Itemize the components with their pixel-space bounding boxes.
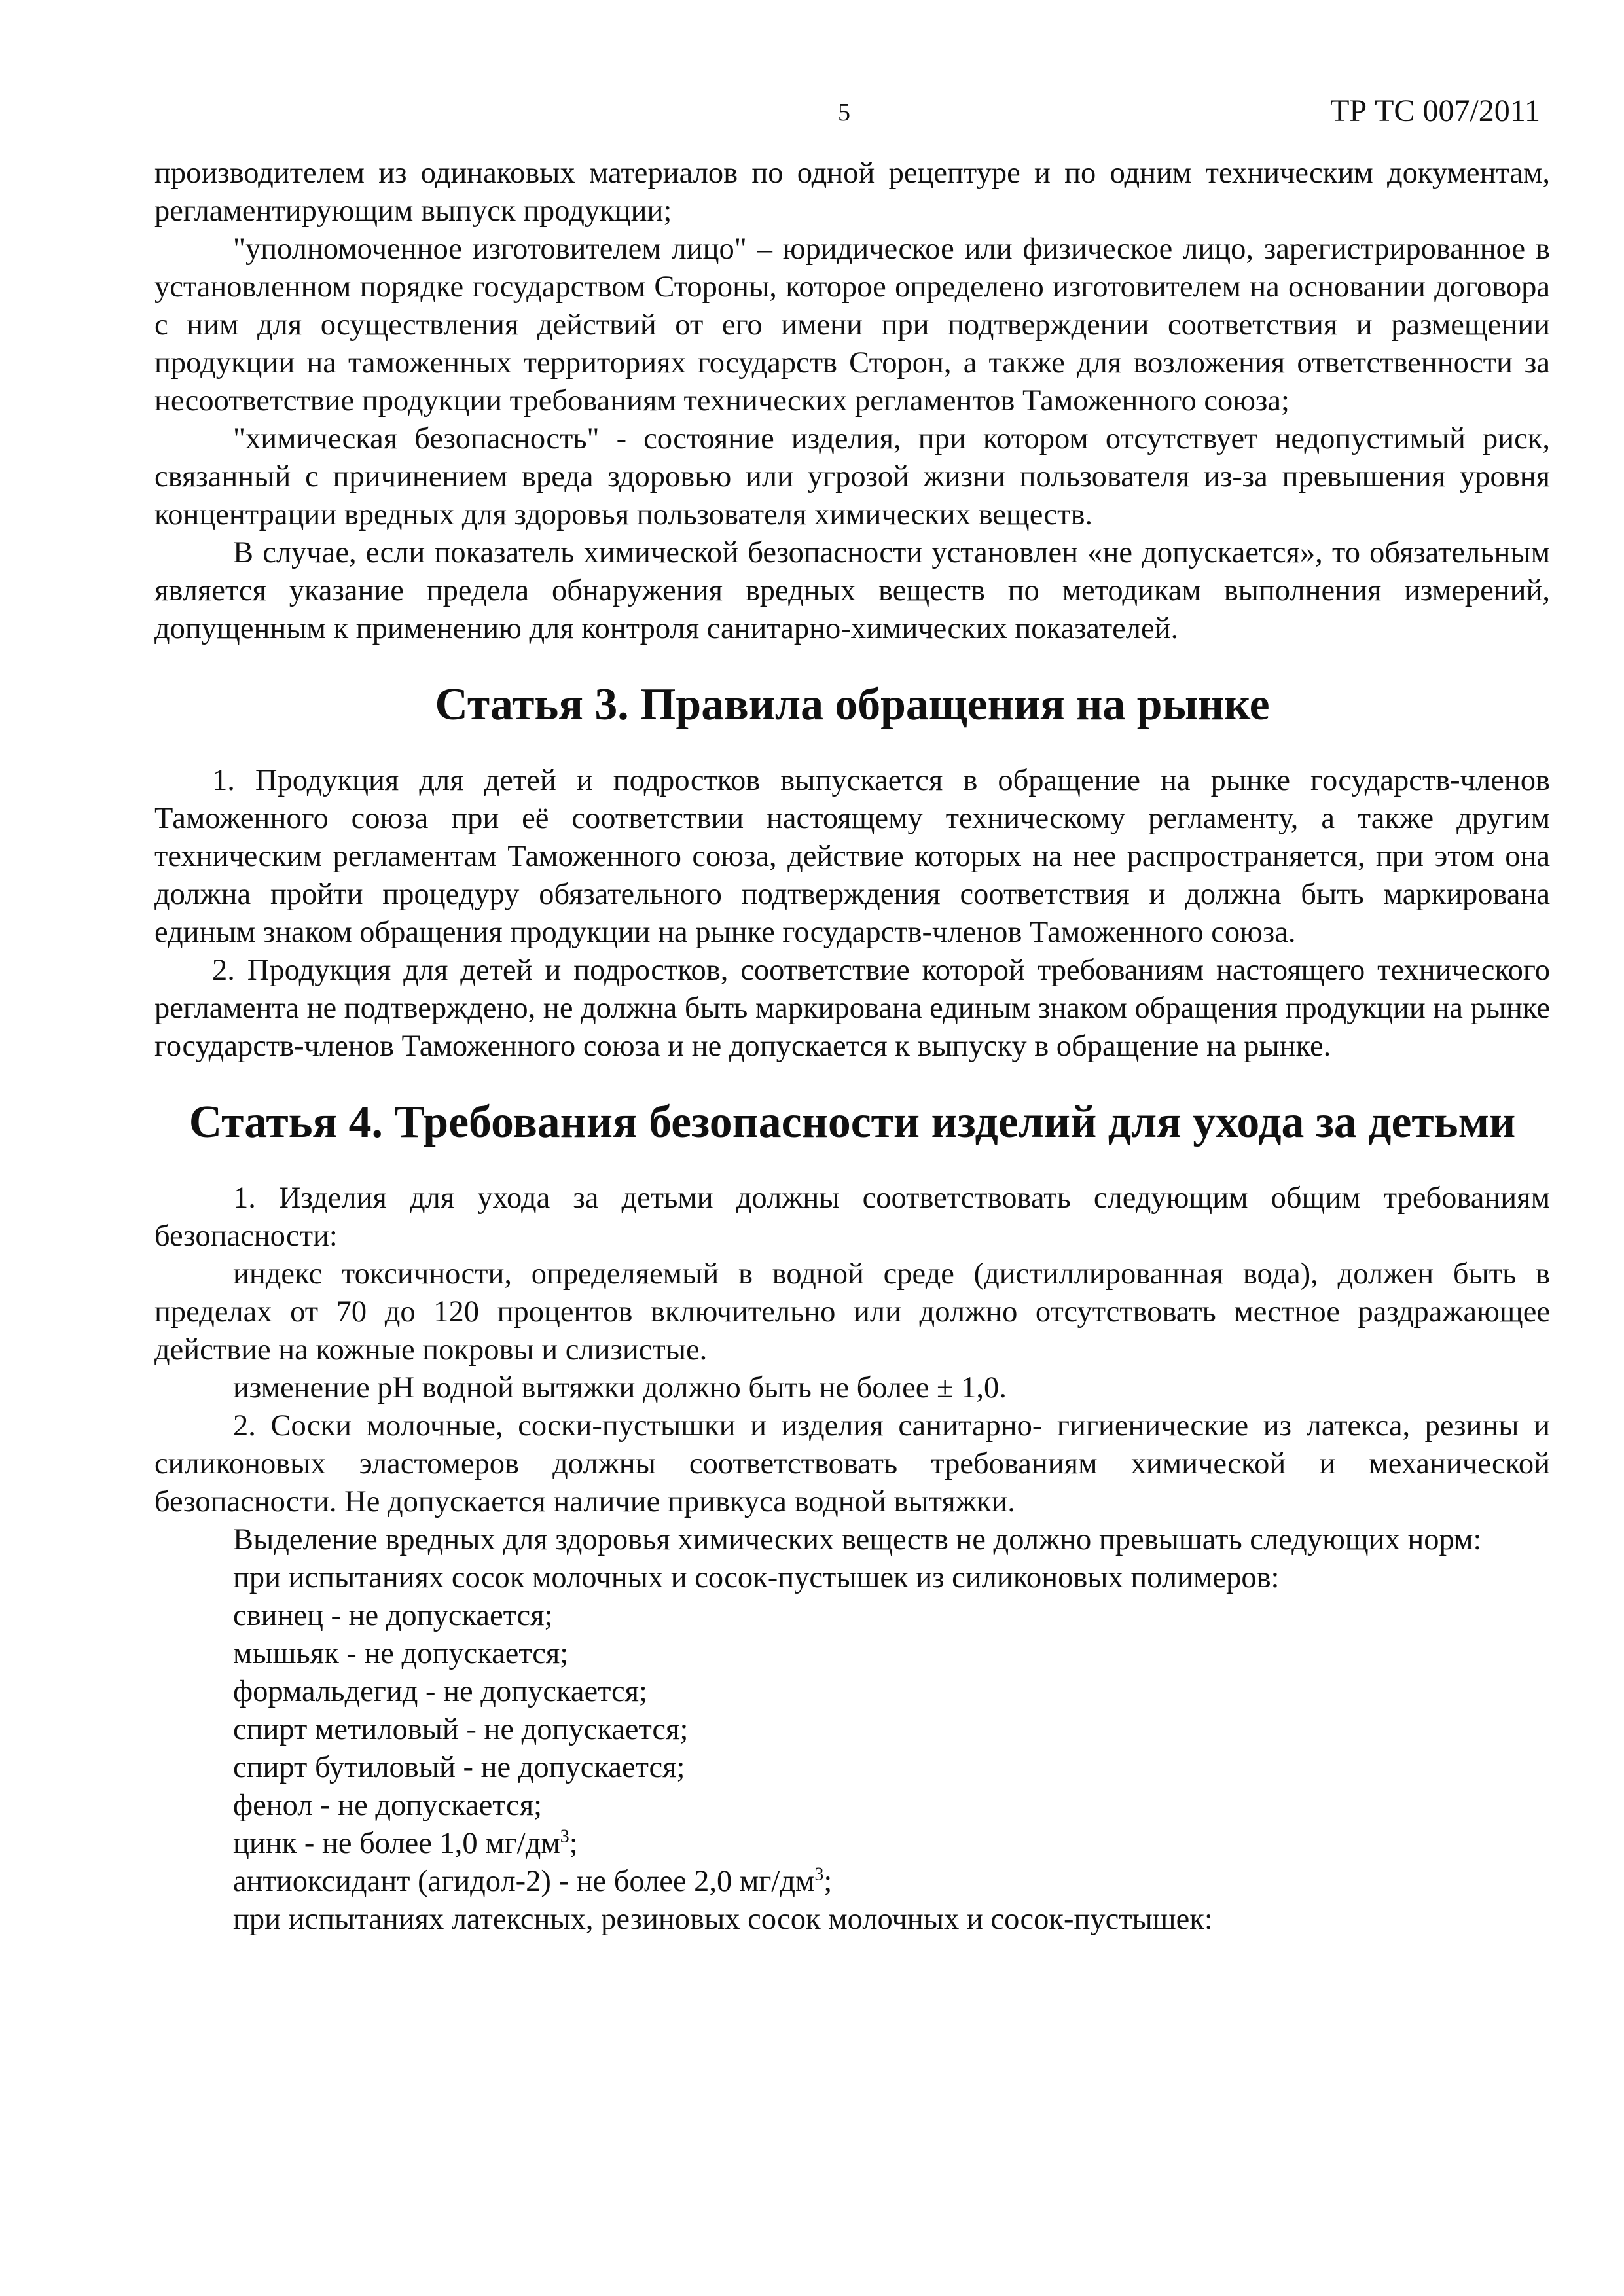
document-code: ТР ТС 007/2011 — [1330, 94, 1540, 128]
article-4-item-2: 2. Соски молочные, соски-пустышки и изделия санитарно- гигиенические из латекса, резины и силиконовых эластомеров должны соответствовать требованиям химической и механической безопасности. Не допускается наличие привкуса водной вытяжки. — [154, 1409, 1550, 1518]
norm-antioxidant — [154, 1863, 1550, 1901]
norm-zinc — [154, 1825, 1550, 1863]
norm-butanol: спирт бутиловый - не допускается; — [233, 1751, 685, 1784]
norm-antioxidant-text: антиоксидант (агидол-2) - не более 2,0 мг/дм — [233, 1865, 815, 1898]
latex-tests-intro: при испытаниях латексных, резиновых сосок молочных и сосок-пустышек: — [233, 1903, 1213, 1936]
article-3-item-1: 1. Продукция для детей и подростков выпускается в обращение на рынке государств-членов Таможенного союза при её соответствии настоящему техническому регламенту, а также другим техническим регламентам Таможенного союза, действие которых на нее распространяется, при этом она должна пройти процедуру обязательного подтверждения соответствия и должна быть маркирована единым знаком обращения продукции на рынке государств-членов Таможенного союза. — [154, 764, 1550, 949]
emission-norms-intro: Выделение вредных для здоровья химических веществ не должно превышать следующих норм: — [233, 1523, 1482, 1556]
norm-zinc-end: ; — [569, 1827, 578, 1860]
norm-phenol: фенол - не допускается; — [233, 1789, 543, 1822]
detection-limit-paragraph: В случае, если показатель химической безопасности установлен «не допускается», то обязательным является указание предела обнаружения вредных веществ по методикам выполнения измерений, допущенным к применению для контроля санитарно-химических показателей. — [154, 536, 1550, 645]
article-4-heading: Статья 4. Требования безопасности изделий для ухода за детьми — [189, 1097, 1516, 1147]
toxicity-index-requirement: индекс токсичности, определяемый в водной среде (дистиллированная вода), должен быть в пределах от 70 до 120 процентов включительно или должно отсутствовать местное раздражающее действие на кожные покровы и слизистые. — [154, 1257, 1550, 1367]
norm-antioxidant-superscript: 3 — [814, 1864, 824, 1885]
article-4-item-1: 1. Изделия для ухода за детьми должны соответствовать следующим общим требованиям безопасности: — [154, 1181, 1550, 1253]
definition-chemical-safety: "химическая безопасность" - состояние изделия, при котором отсутствует недопустимый риск, связанный с причинением вреда здоровью или угрозой жизни пользователя из-за превышения уровня концентрации вредных для здоровья пользователя химических веществ. — [154, 422, 1550, 531]
norm-lead: свинец - не допускается; — [233, 1599, 553, 1632]
norm-zinc-superscript: 3 — [560, 1826, 569, 1847]
silicone-tests-intro: при испытаниях сосок молочных и сосок-пустышек из силиконовых полимеров: — [233, 1561, 1280, 1594]
definition-authorized-person: "уполномоченное изготовителем лицо" – юридическое или физическое лицо, зарегистрированное в установленном порядке государством Стороны, которое определено изготовителем на основании договора с ним для осуществления действий от его имени при подтверждении соответствия и размещении продукции на таможенных территориях государств Сторон, а также для возложения ответственности за несоответствие продукции требованиям технических регламентов Таможенного союза; — [154, 232, 1550, 418]
norm-formaldehyde: формальдегид - не допускается; — [233, 1675, 647, 1708]
norm-antioxidant-end: ; — [823, 1865, 833, 1898]
definition-continuation: производителем из одинаковых материалов по одной рецептуре и по одним техническим документам, регламентирующим выпуск продукции; — [154, 156, 1550, 228]
document-body — [154, 154, 1550, 1939]
page-number: 5 — [838, 99, 850, 126]
norm-methanol: спирт метиловый - не допускается; — [233, 1713, 689, 1746]
norm-zinc-text: цинк - не более 1,0 мг/дм — [233, 1827, 560, 1860]
norm-arsenic: мышьяк - не допускается; — [233, 1637, 569, 1670]
article-3-item-2: 2. Продукция для детей и подростков, соответствие которой требованиям настоящего технического регламента не подтверждено, не должна быть маркирована единым знаком обращения продукции на рынке государств-членов Таможенного союза и не допускается к выпуску в обращение на рынке. — [154, 954, 1550, 1063]
article-3-heading: Статья 3. Правила обращения на рынке — [435, 679, 1270, 730]
ph-requirement: изменение pH водной вытяжки должно быть не более ± 1,0. — [233, 1371, 1007, 1405]
